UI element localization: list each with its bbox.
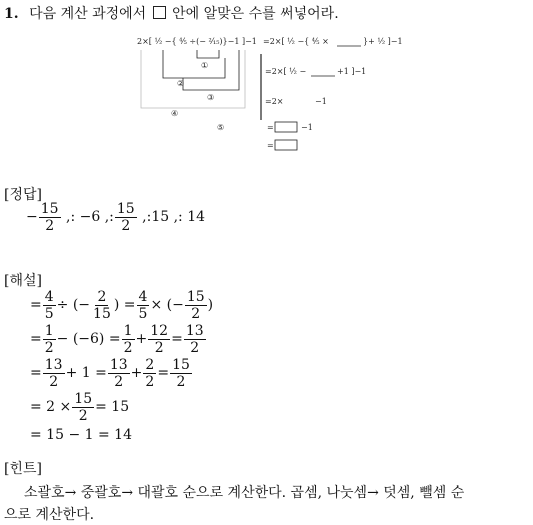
diagram-step3: =2× bbox=[265, 97, 284, 106]
svg-text:−1: −1 bbox=[315, 97, 327, 106]
answer-line: − $\frac{15}{2}$ ,: −6 ,: $\frac{15}{2}$ ,:15 ,: 14 bbox=[26, 200, 206, 234]
solution-line-5: = 15 − 1 = 14 bbox=[30, 427, 132, 443]
question bbox=[4, 3, 339, 23]
blank-box-icon bbox=[153, 6, 166, 19]
solution-line-1: = $\frac{4}{5}$ ÷ (− $\frac{2}{15}$ ) = $\frac{4}{5}$ × (− $\frac{15}{2}$ ) bbox=[30, 288, 214, 322]
circle-3: ③ bbox=[207, 93, 215, 102]
svg-text:=: = bbox=[267, 123, 274, 132]
svg-text:+1 ]−1: +1 ]−1 bbox=[337, 67, 367, 76]
svg-text:−1: −1 bbox=[301, 123, 313, 132]
diagram-step1: =2×[ ½ −{ ⅘ × bbox=[263, 37, 329, 46]
solution-line-3: = $\frac{13}{2}$ + 1 = $\frac{13}{2}$ + $\frac{2}{2}$ = $\frac{15}{2}$ bbox=[30, 356, 190, 390]
question-text-before: 다음 계산 과정에서 bbox=[29, 6, 147, 22]
answer-header: [정답] bbox=[4, 187, 42, 203]
solution-line-4: = 2 × $\frac{15}{2}$ = 15 bbox=[30, 390, 130, 424]
hint-line-1: 소괄호→ 중괄호→ 대괄호 순으로 계산한다. 곱셈, 나눗셈→ 덧셈, 뺄셈 순 bbox=[24, 485, 465, 501]
solution-lines bbox=[30, 288, 213, 446]
calculation-diagram bbox=[135, 28, 405, 158]
solution-line-2: = $\frac{1}{2}$ − (−6) = $\frac{1}{2}$ + $\frac{12}{2}$ = $\frac{13}{2}$ bbox=[30, 322, 204, 356]
hint-line-2: 으로 계산한다. bbox=[4, 507, 95, 523]
circle-2: ② bbox=[177, 79, 185, 88]
question-text-after: 안에 알맞은 수를 써넣어라. bbox=[172, 6, 339, 22]
svg-text:=: = bbox=[267, 141, 274, 150]
svg-text:}+ ½ ]−1: }+ ½ ]−1 bbox=[363, 37, 403, 46]
circle-1: ① bbox=[201, 61, 209, 70]
diagram-step2: =2×[ ½ − bbox=[265, 67, 307, 76]
diagram-blank-5 bbox=[275, 140, 297, 150]
diagram-blank-4 bbox=[275, 122, 297, 132]
circle-4: ④ bbox=[171, 109, 179, 118]
question-number: 1. bbox=[4, 6, 19, 22]
hint-header: [힌트] bbox=[4, 461, 42, 477]
solution-header: [해설] bbox=[4, 273, 42, 289]
circle-5: ⑤ bbox=[217, 123, 225, 132]
diagram-expression: 2×[ ½ −{ ⅘ ÷(− ²⁄₁₅)}−1 ]−1 bbox=[137, 37, 257, 46]
